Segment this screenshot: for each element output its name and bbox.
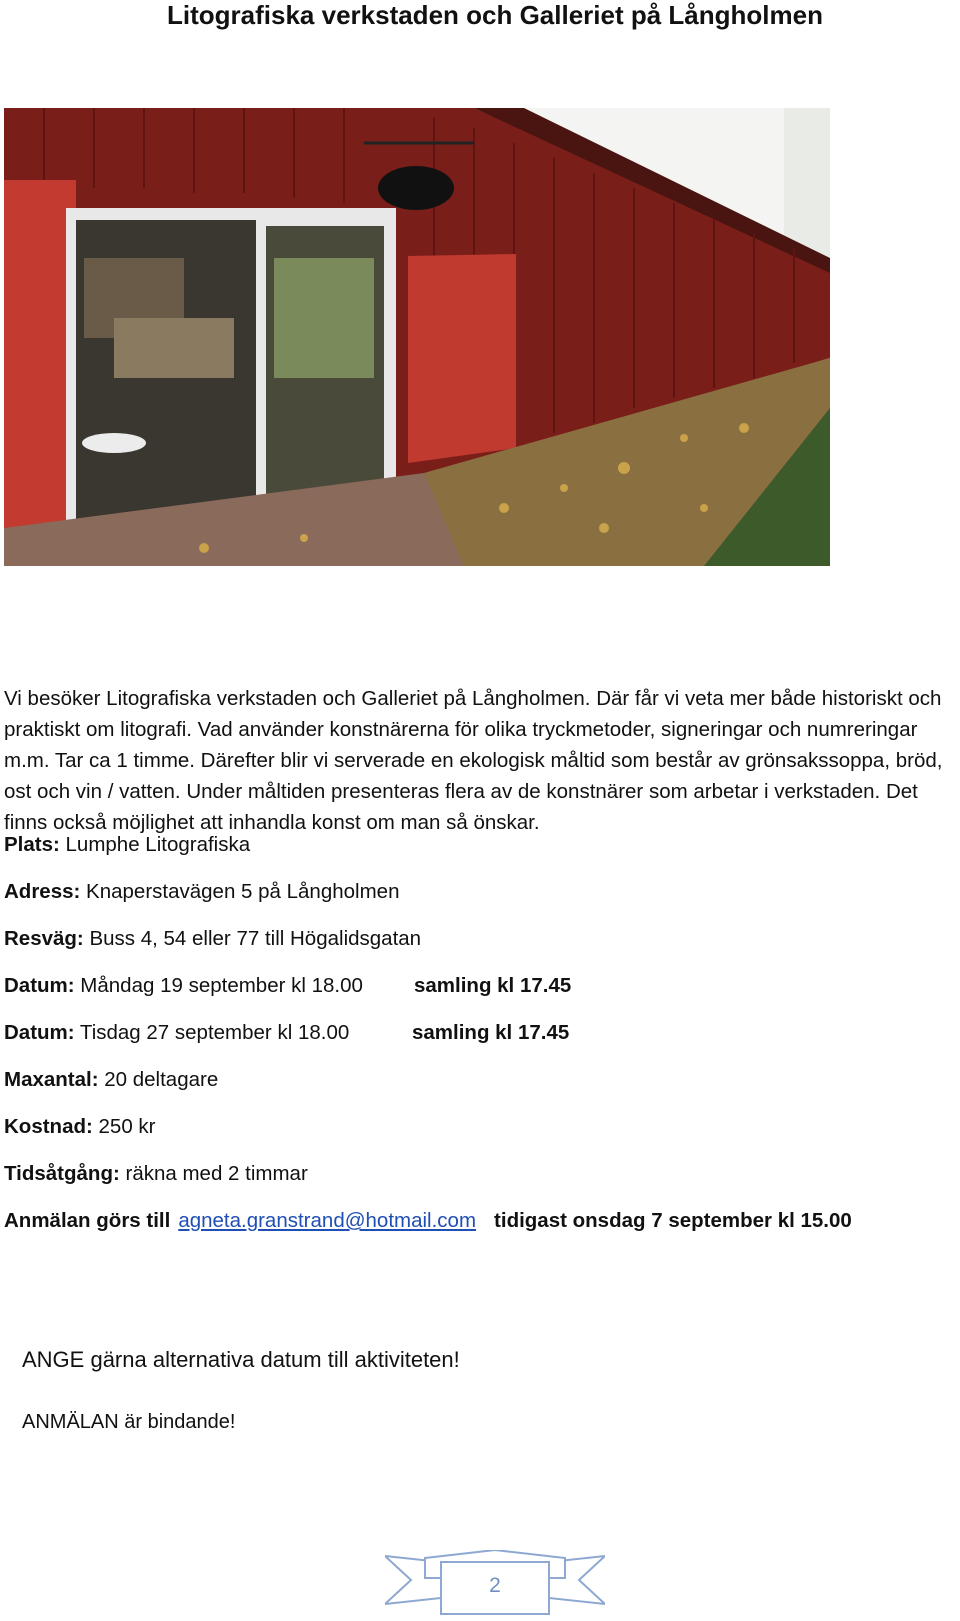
kostnad-value: 250 kr: [92, 1115, 156, 1138]
note-bindande: ANMÄLAN är bindande!: [22, 1411, 236, 1433]
info-resvag: [4, 925, 421, 953]
info-plats: [4, 831, 250, 859]
email-link[interactable]: agneta.granstrand@hotmail.com: [178, 1209, 477, 1232]
info-tidsatgang: [4, 1160, 308, 1188]
tidsatgang-label: Tidsåtgång:: [4, 1162, 120, 1185]
info-adress: [4, 878, 399, 906]
plats-label: Plats:: [4, 833, 60, 856]
datum-2-label: Datum:: [4, 1021, 75, 1044]
maxantal-value: 20 deltagare: [98, 1068, 219, 1091]
maxantal-label: Maxantal:: [4, 1068, 99, 1091]
info-datum-2: [4, 1019, 624, 1047]
info-maxantal: [4, 1066, 218, 1094]
datum-1-samling: samling kl 17.45: [414, 974, 572, 997]
intro-paragraph: Vi besöker Litografiska verkstaden och Galleriet på Långholmen. Där får vi veta mer både historiskt och praktiskt om litografi. Vad använder konstnärerna för olika tryckmetoder, signeringar och numreringar m.m. Tar ca 1 timme. Därefter blir vi serverade en ekologisk måltid som består av grönsakssoppa, bröd, ost och vin / vatten. Under måltiden presenteras flera av de konstnärer som arbetar i verkstaden. Det finns också möjlighet att inhandla konst om man så önskar.: [4, 687, 943, 834]
info-kostnad: [4, 1113, 156, 1141]
datum-1-value: Måndag 19 september kl 18.00: [74, 974, 363, 997]
page-number: 2: [489, 1574, 501, 1597]
workshop-photo: [4, 108, 830, 566]
datum-2-value: Tisdag 27 september kl 18.00: [74, 1021, 350, 1044]
info-anmalan: [4, 1207, 852, 1235]
adress-label: Adress:: [4, 880, 81, 903]
resvag-label: Resväg:: [4, 927, 84, 950]
anmalan-label: Anmälan görs till: [4, 1209, 171, 1232]
datum-1-label: Datum:: [4, 974, 75, 997]
info-datum-1: [4, 972, 624, 1000]
anmalan-deadline: tidigast onsdag 7 september kl 15.00: [494, 1209, 852, 1232]
page-title: Litografiska verkstaden och Galleriet på Långholmen: [167, 0, 823, 30]
datum-2-samling: samling kl 17.45: [412, 1021, 570, 1044]
adress-value: Knaperstavägen 5 på Långholmen: [80, 880, 400, 903]
resvag-value: Buss 4, 54 eller 77 till Högalidsgatan: [83, 927, 422, 950]
plats-value: Lumphe Litografiska: [59, 833, 251, 856]
tidsatgang-value: räkna med 2 timmar: [119, 1162, 308, 1185]
note-alternativ-datum: ANGE gärna alternativa datum till aktiviteten!: [22, 1347, 460, 1372]
kostnad-label: Kostnad:: [4, 1115, 93, 1138]
